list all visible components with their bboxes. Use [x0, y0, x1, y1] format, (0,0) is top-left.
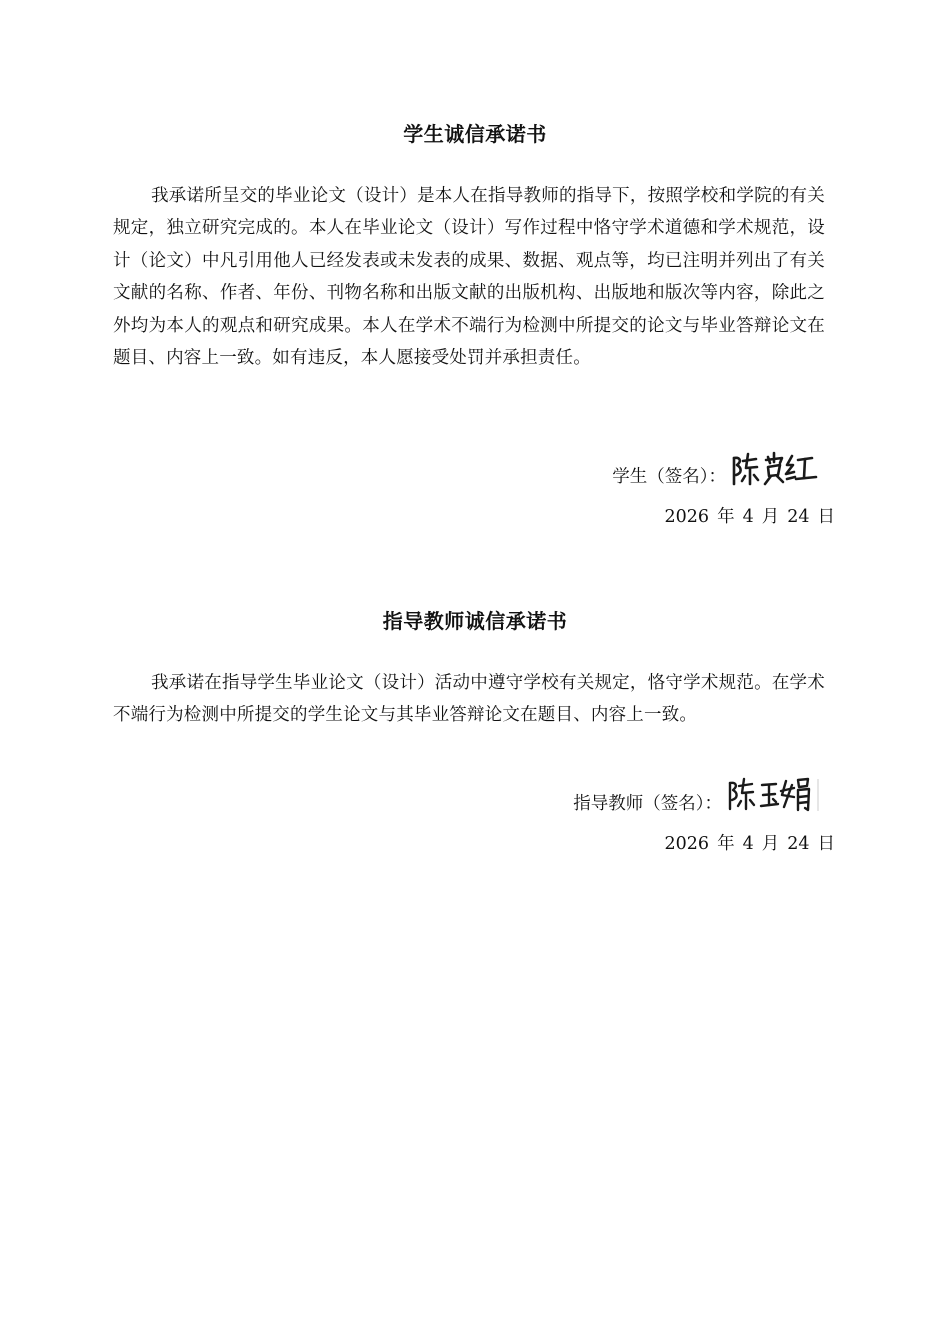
teacher-date-year: 2026: [664, 834, 710, 854]
student-date-day-unit: 日: [817, 507, 835, 527]
teacher-date-day: 24: [787, 834, 810, 854]
student-date-year: 2026: [664, 507, 710, 527]
student-date-year-unit: 年: [717, 507, 735, 527]
teacher-date-year-unit: 年: [717, 834, 735, 854]
teacher-date-day-unit: 日: [817, 834, 835, 854]
student-commitment-paragraph: 我承诺所呈交的毕业论文（设计）是本人在指导教师的指导下，按照学校和学院的有关规定，独立研究完成的。本人在毕业论文（设计）写作过程中恪守学术道德和学术规范，设计（论文）中凡引用他人已经发表或未发表的成果、数据、观点等，均已注明并列出了有关文献的名称、作者、年份、刊物名称和出版文献的出版机构、出版地和版次等内容，除此之外均为本人的观点和研究成果。本人在学术不端行为检测中所提交的论文与毕业答辩论文在题目、内容上一致。如有违反，本人愿接受处罚并承担责任。: [113, 186, 825, 369]
teacher-commitment-title: 指导教师诚信承诺书: [382, 609, 568, 633]
student-commitment-title: 学生诚信承诺书: [403, 122, 547, 146]
student-handwritten-signature: [730, 448, 822, 488]
student-signature-row: [612, 448, 822, 488]
teacher-date-month: 4: [742, 834, 754, 854]
student-signature-date: [665, 503, 835, 528]
student-signature-label: 学生（签名）：: [612, 467, 726, 487]
teacher-signature-row: [573, 775, 822, 815]
teacher-date-month-unit: 月: [761, 834, 780, 854]
student-date-month-unit: 月: [761, 507, 780, 527]
teacher-signature-label: 指导教师（签名）：: [573, 794, 722, 814]
teacher-commitment-paragraph: 我承诺在指导学生毕业论文（设计）活动中遵守学校有关规定，恪守学术规范。在学术不端行为检测中所提交的学生论文与其毕业答辩论文在题目、内容上一致。: [113, 673, 825, 726]
student-date-day: 24: [787, 507, 810, 527]
student-date-month: 4: [742, 507, 754, 527]
teacher-signature-date: [665, 830, 835, 855]
teacher-handwritten-signature: [726, 775, 822, 815]
